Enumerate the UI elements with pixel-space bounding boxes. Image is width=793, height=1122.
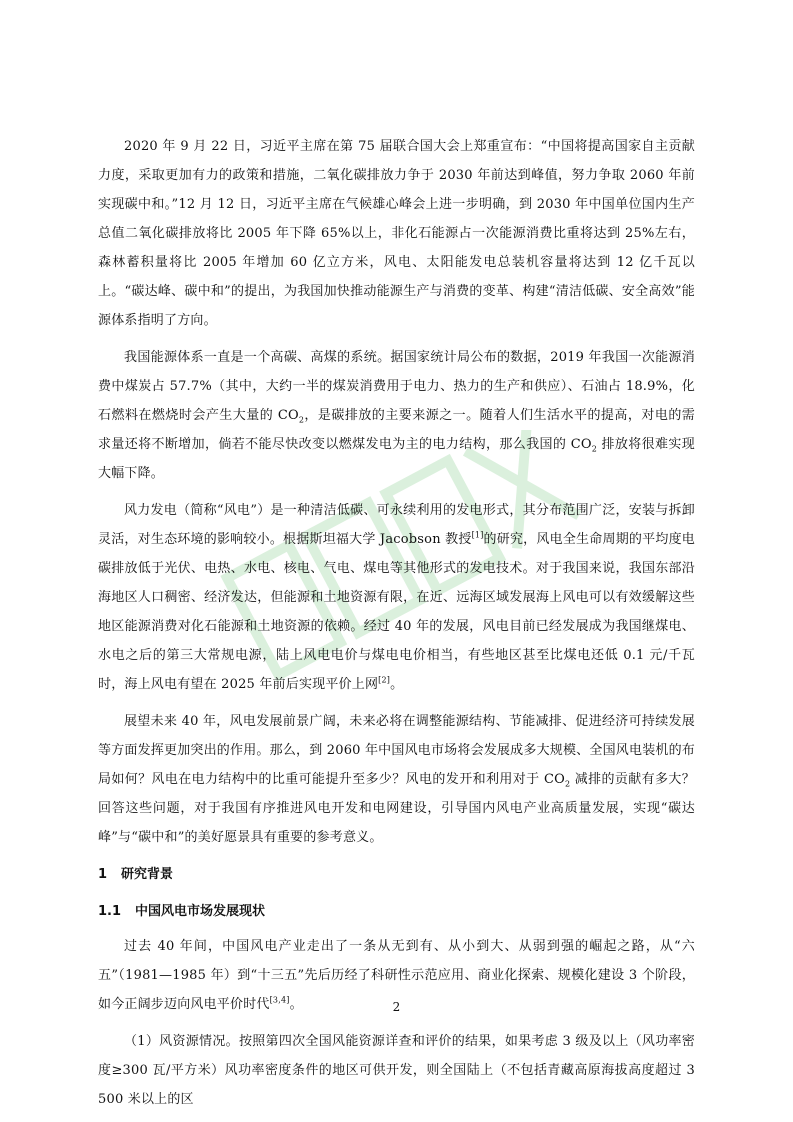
text-segment: 。: [289, 997, 303, 1012]
citation-ref: [2]: [378, 675, 391, 685]
paragraph-carbon-peak-announcement: 2020 年 9 月 22 日，习近平主席在第 75 届联合国大会上郑重宣布：“中国将提高国家自主贡献力度，采取更加有力的政策和措施，二氧化碳排放力争于 2030 年前达到峰值，努力争取 2060 年前实现碳中和。”12 月 12 日，习近平主席在气候雄心峰会上进一步明确，到 2030 年中国单位国内生产总值二氧化碳排放将比 2005 年下降 65%以上，非化石能源占一次能源消费比重将达到 25%左右，森林蓄积量将比 2005 年增加 60 亿立方米，风电、太阳能发电总装机容量将达到 12 亿千瓦以上。“碳达峰、碳中和”的提出，为我国加快推动能源生产与消费的变革、构建“清洁低碳、安全高效”能源体系指明了方向。: [98, 139, 695, 328]
text-segment: 过去 40 年间，中国风电产业走出了一条从无到有、从小到大、从弱到强的崛起之路，从“六五”（1981—1985 年）到“十三五”先后历经了科研性示范应用、商业化探索、规模化建设 3 个阶段，如今正阔步迈向风电平价时代: [98, 939, 695, 1012]
subscript: 2: [591, 444, 598, 454]
subsection-title: 中国风电市场发展现状: [135, 904, 266, 919]
text-segment: 排放将很难实现大幅下降。: [98, 437, 696, 481]
text-segment: 我国能源体系一直是一个高碳、高煤的系统。据国家统计局公布的数据，2019 年我国一次能源消费中煤炭占 57.7%（其中，大约一半的煤炭消费用于电力、热力的生产和供应）、石油占 18.9%，化石燃料在燃烧时会产生大量的 CO: [98, 350, 695, 423]
citation-ref: [3,4]: [269, 995, 290, 1005]
text-segment: 。: [390, 677, 404, 692]
text-segment: ，是碳排放的主要来源之一。随着人们生活水平的提高，对电的需求量还将不断增加，倘若不能尽快改变以燃煤发电为主的电力结构，那么我国的 CO: [98, 408, 696, 452]
section-title: 研究背景: [121, 867, 174, 882]
subsection-number: 1.1: [98, 904, 122, 919]
text-segment: 减排的贡献有多大？回答这些问题，对于我国有序推进风电开发和电网建设，引导国内风电产业高质量发展，实现“碳达峰”与“碳中和”的美好愿景具有重要的参考意义。: [98, 772, 695, 845]
subsection-heading-market-status: [98, 897, 695, 926]
citation-ref: [1]: [471, 530, 484, 540]
document-body: [98, 132, 695, 1122]
subscript: 2: [564, 779, 571, 789]
paragraph-outlook: [98, 707, 695, 852]
paragraph-energy-system: [98, 343, 695, 488]
section-number: 1: [98, 867, 108, 882]
page-number: 2: [392, 1000, 401, 1014]
paragraph-wind-resources: （1）风资源情况。按照第四次全国风能资源详查和评价的结果，如果考虑 3 级及以上（风功率密度≥300 瓦/平方米）风功率密度条件的地区可供开发，则全国陆上（不包括青藏高原海拔高度超过 3 500 米以上的区: [98, 1034, 695, 1107]
text-segment: 展望未来 40 年，风电发展前景广阔，未来必将在调整能源结构、节能减排、促进经济可持续发展等方面发挥更加突出的作用。那么，到 2060 年中国风电市场将会发展成多大规模、全国风电装机的布局如何？风电在电力结构中的比重可能提升至多少？风电的发开和利用对于 CO: [98, 714, 695, 787]
text-segment: 的研究，风电全生命周期的平均度电碳排放低于光伏、电热、水电、核电、气电、煤电等其他形式的发电技术。对于我国来说，我国东部沿海地区人口稠密、经济发达，但能源和土地资源有限，在近、远海区域发展海上风电可以有效缓解这些地区能源消费对化石能源和土地资源的依赖。经过 40 年的发展，风电目前已经发展成为我国继煤电、水电之后的第三大常规电源，陆上风电电价与煤电电价相当，有些地区甚至比煤电还低 0.1 元/千瓦时，海上风电有望在 2025 年前后实现平价上网: [98, 532, 695, 692]
subscript: 2: [298, 415, 305, 425]
section-heading-research-background: [98, 860, 695, 889]
text-segment: 风力发电（简称“风电”）是一种清洁低碳、可永续利用的发电形式，其分布范围广泛，安装与拆卸灵活，对生态环境的影响较小。根据斯坦福大学 Jacobson 教授: [98, 503, 695, 547]
paragraph-wind-power-intro: [98, 496, 695, 699]
